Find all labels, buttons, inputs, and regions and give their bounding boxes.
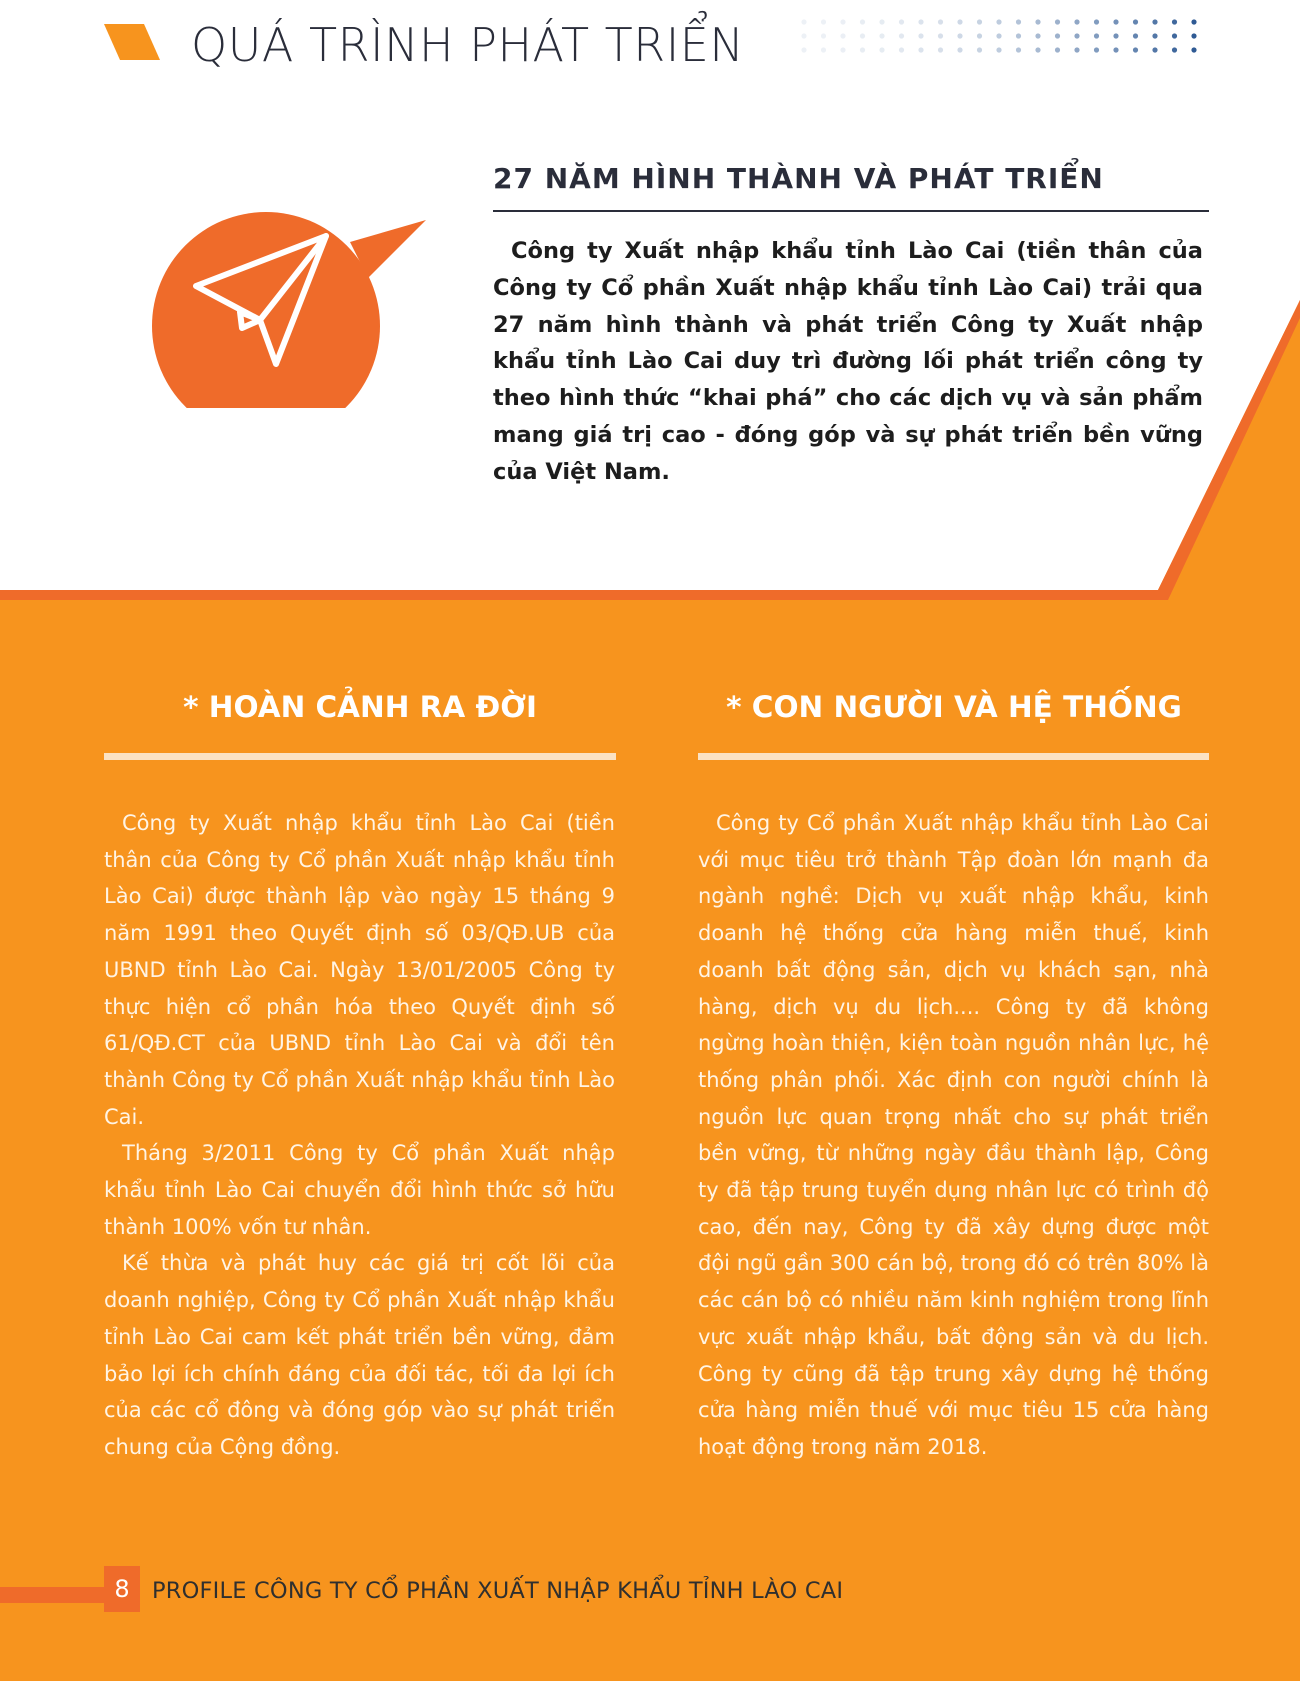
orange-parallelogram-icon: [104, 24, 160, 60]
left-paragraph-3: Kế thừa và phát huy các giá trị cốt lõi của doanh nghiệp, Công ty Cổ phần Xuất nhập khẩu tỉnh Lào Cai cam kết phát triển bền vững, đảm bảo lợi ích chính đáng của đối tác, tối đa lợi ích của các cổ đông và đóng góp vào sự phát triển chung của Cộng đồng.: [104, 1251, 615, 1459]
right-column-text: [698, 805, 1209, 1466]
left-column-text: [104, 805, 615, 1466]
left-paragraph-2: Tháng 3/2011 Công ty Cổ phần Xuất nhập khẩu tỉnh Lào Cai chuyển đổi hình thức sở hữu thành 100% vốn tư nhân.: [104, 1141, 615, 1239]
intro-heading: 27 NĂM HÌNH THÀNH VÀ PHÁT TRIỂN: [493, 162, 1104, 195]
footer-bar: [0, 1587, 104, 1603]
left-column-divider: [104, 753, 616, 760]
speech-bubble: [150, 212, 430, 408]
page-title: QUÁ TRÌNH PHÁT TRIỂN: [191, 18, 745, 72]
footer-text: PROFILE CÔNG TY CỔ PHẦN XUẤT NHẬP KHẨU TỈNH LÀO CAI: [152, 1578, 844, 1604]
right-column-heading: * CON NGƯỜI VÀ HỆ THỐNG: [726, 690, 1182, 724]
page-number: 8: [104, 1566, 140, 1612]
right-column-divider: [698, 753, 1209, 760]
dot-grid-icon: [800, 18, 1212, 58]
intro-text: Công ty Xuất nhập khẩu tỉnh Lào Cai (tiền thân của Công ty Cổ phần Xuất nhập khẩu tỉnh Lào Cai) trải qua 27 năm hình thành và phát triển Công ty Xuất nhập khẩu tỉnh Lào Cai duy trì đường lối phát triển công ty theo hình thức “khai phá” cho các dịch vụ và sản phẩm mang giá trị cao - đóng góp và sự phát triển bền vững của Việt Nam.: [493, 238, 1203, 485]
intro-divider: [493, 210, 1209, 212]
right-paragraph-1: Công ty Cổ phần Xuất nhập khẩu tỉnh Lào Cai với mục tiêu trở thành Tập đoàn lớn mạnh đa ngành nghề: Dịch vụ xuất nhập khẩu, kinh doanh hệ thống cửa hàng miễn thuế, kinh doanh bất động sản, dịch vụ khách sạn, nhà hàng, dịch vụ du lịch.... Công ty đã không ngừng hoàn thiện, kiện toàn nguồn nhân lực, hệ thống phân phối. Xác định con người chính là nguồn lực quan trọng nhất cho sự phát triển bền vững, từ những ngày đầu thành lập, Công ty đã tập trung tuyển dụng nhân lực có trình độ cao, đến nay, Công ty đã xây dựng được một đội ngũ gần 300 cán bộ, trong đó có trên 80% là các cán bộ có nhiều năm kinh nghiệm trong lĩnh vực xuất nhập khẩu, bất động sản và du lịch. Công ty cũng đã tập trung xây dựng hệ thống cửa hàng miễn thuế với mục tiêu 15 cửa hàng hoạt động trong năm 2018.: [698, 811, 1209, 1459]
left-paragraph-1: Công ty Xuất nhập khẩu tỉnh Lào Cai (tiền thân của Công ty Cổ phần Xuất nhập khẩu tỉnh Lào Cai) được thành lập vào ngày 15 tháng 9 năm 1991 theo Quyết định số 03/QĐ.UB của UBND tỉnh Lào Cai. Ngày 13/01/2005 Công ty thực hiện cổ phần hóa theo Quyết định số 61/QĐ.CT của UBND tỉnh Lào Cai và đổi tên thành Công ty Cổ phần Xuất nhập khẩu tỉnh Lào Cai.: [104, 811, 615, 1129]
left-column-heading: * HOÀN CẢNH RA ĐỜI: [183, 690, 537, 724]
